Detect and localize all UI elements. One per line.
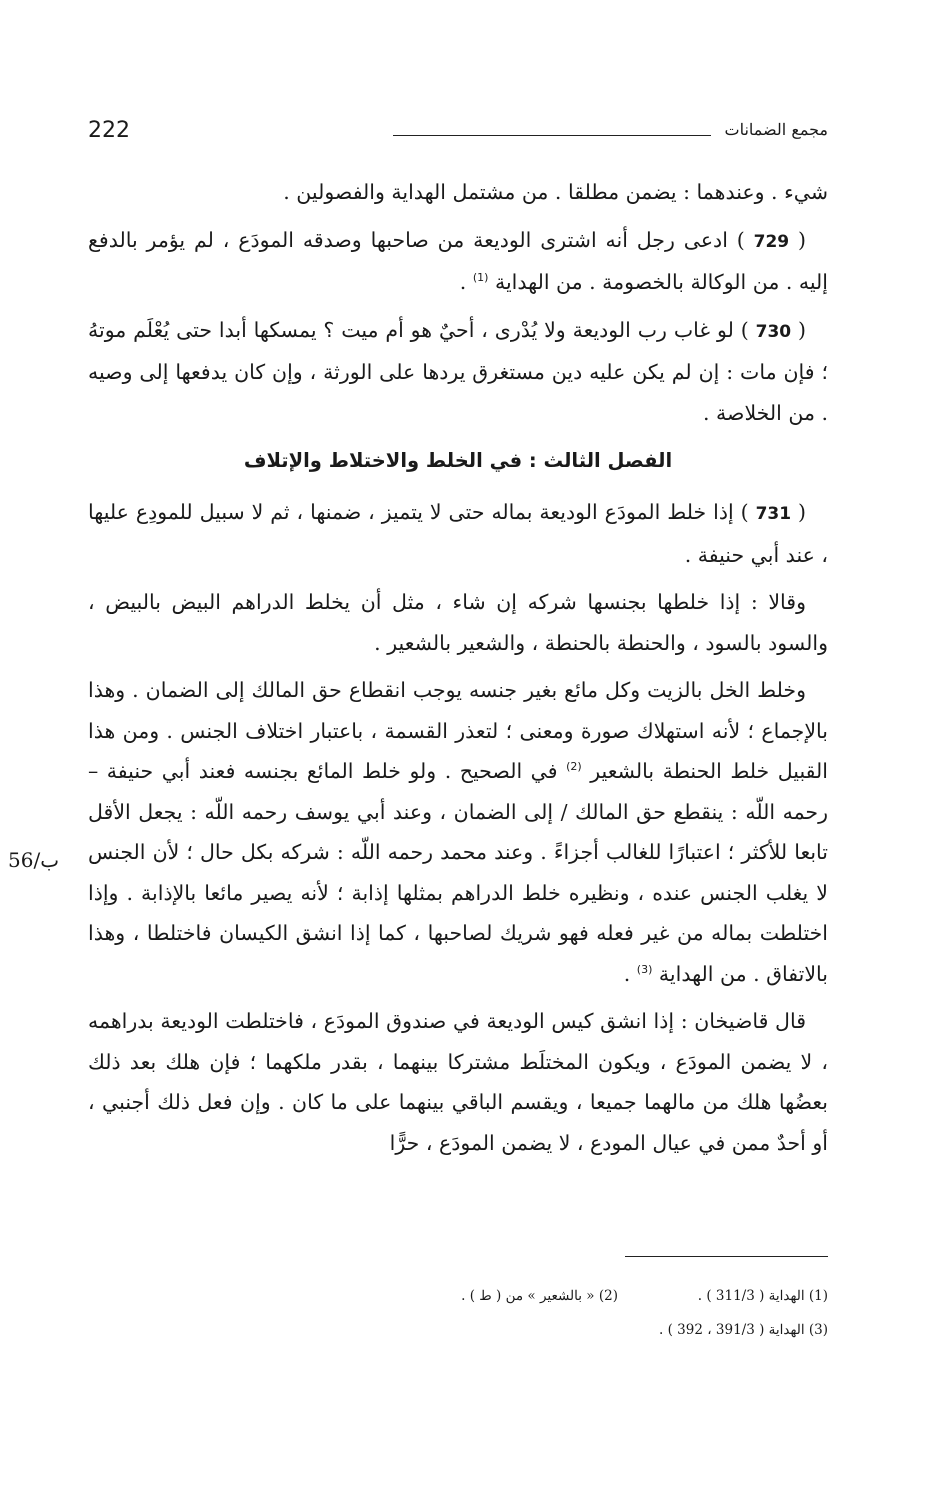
running-title: مجمع الضمانات [724,120,828,139]
paragraph-731: ( 731 ) إذا خلط المودَع الوديعة بماله حتى لا يتميز ، ضمنها ، ثم لا سبيل للمودِع عليها ، عند أبي حنيفة . [88,500,828,567]
item-number: 730 [755,321,792,342]
item-number: 729 [753,231,790,252]
page-number: 222 [88,118,130,143]
footnote-2: (2) « بالشعير » من ( ط ) . [461,1288,618,1304]
header-rule [393,135,711,136]
section-heading: الفصل الثالث : في الخلط والاختلاط والإتلاف [243,449,673,472]
footnote-rule [625,1256,828,1257]
paragraph-730: ( 730 ) لو غاب رب الوديعة ولا يُدْرى ، أحيٌ هو أم ميت ؟ يمسكها أبدا حتى يُعْلَم موتهُ ؛ فإن مات : إن لم يكن عليه دين مستغرق يردها على الورثة ، وإن كان يدفعها إلى وصيه . من الخلاصة . [88,317,828,425]
body-text [88,172,828,1170]
paragraph-mixing: وخلط الخل بالزيت وكل مائع بغير جنسه يوجب انقطاع حق المالك إلى الضمان . وهذا بالإجماع ؛ لأنه استهلاك صورة ومعنى ؛ لتعذر القسمة ، باعتبار اختلاف الجنس . ومن هذا القبيل خلط الحنطة بالشعير $^{(2)}$ في الصحيح . ولو خلط المائع بجنسه فعند أبي حنيفة – رحمه اللّه : ينقطع حق المالك / إلى الضمان ، وعند أبي يوسف رحمه اللّه : يجعل الأقل تابعا للأكثر ؛ اعتبارًا للغالب أجزاءً . وعند محمد رحمه اللّه : شركه بكل حال ؛ لأن الجنس لا يغلب الجنس عنده ، ونظيره خلط الدراهم بمثلها إذابة ؛ لأنه يصير مائعا بالإذابة . وإذا اختلطت بماله من غير فعله فهو شريك لصاحبها ، كما إذا انشق الكيسان فاختلطا ، وهذا بالاتفاق . من الهداية $^{(3)}$ . [88,678,828,986]
item-number: 731 [755,504,792,524]
footnote-ref: (2) [566,760,582,773]
footnotes [200,1288,828,1356]
manuscript-folio-marker: 56/ب [8,848,60,872]
footnote-ref: (1) [472,271,489,284]
page-header [88,118,828,154]
footnote-1: (1) الهداية ( 311/3 ) . [697,1288,828,1304]
footnote-3: (3) الهداية ( 391/3 ، 392 ) . [659,1322,828,1338]
footnote-ref: (3) [636,962,653,976]
paragraph-continuation: شيء . وعندهما : يضمن مطلقا . من مشتمل الهداية والفصولين . [283,180,828,204]
paragraph-qadikhan: قال قاضيخان : إذا انشق كيس الوديعة في صندوق المودَع ، فاختلطت الوديعة بدراهمه ، لا يضمن المودَع ، ويكون المختلَط مشتركا بينهما ، بقدر ملكهما ؛ فإن هلك بعد ذلك بعضُها هلك من مالهما جميعا ، ويقسم الباقي بينهما على ما كان . وإن فعل ذلك أجنبي ، أو أحدٌ ممن في عيال المودع ، لا يضمن المودَع ، حرًّا [88,1009,828,1155]
paragraph-729: ( 729 ) ادعى رجل أنه اشترى الوديعة من صاحبها وصدقه المودَع ، لم يؤمر بالدفع إليه . من الوكالة بالخصومة . من الهداية $^{(1)}$ . [88,227,828,294]
paragraph-qala: وقالا : إذا خلطها بجنسها شركه إن شاء ، مثل أن يخلط الدراهم البيض بالبيض ، والسود بالسود ، والحنطة بالحنطة ، والشعير بالشعير . [88,590,828,655]
